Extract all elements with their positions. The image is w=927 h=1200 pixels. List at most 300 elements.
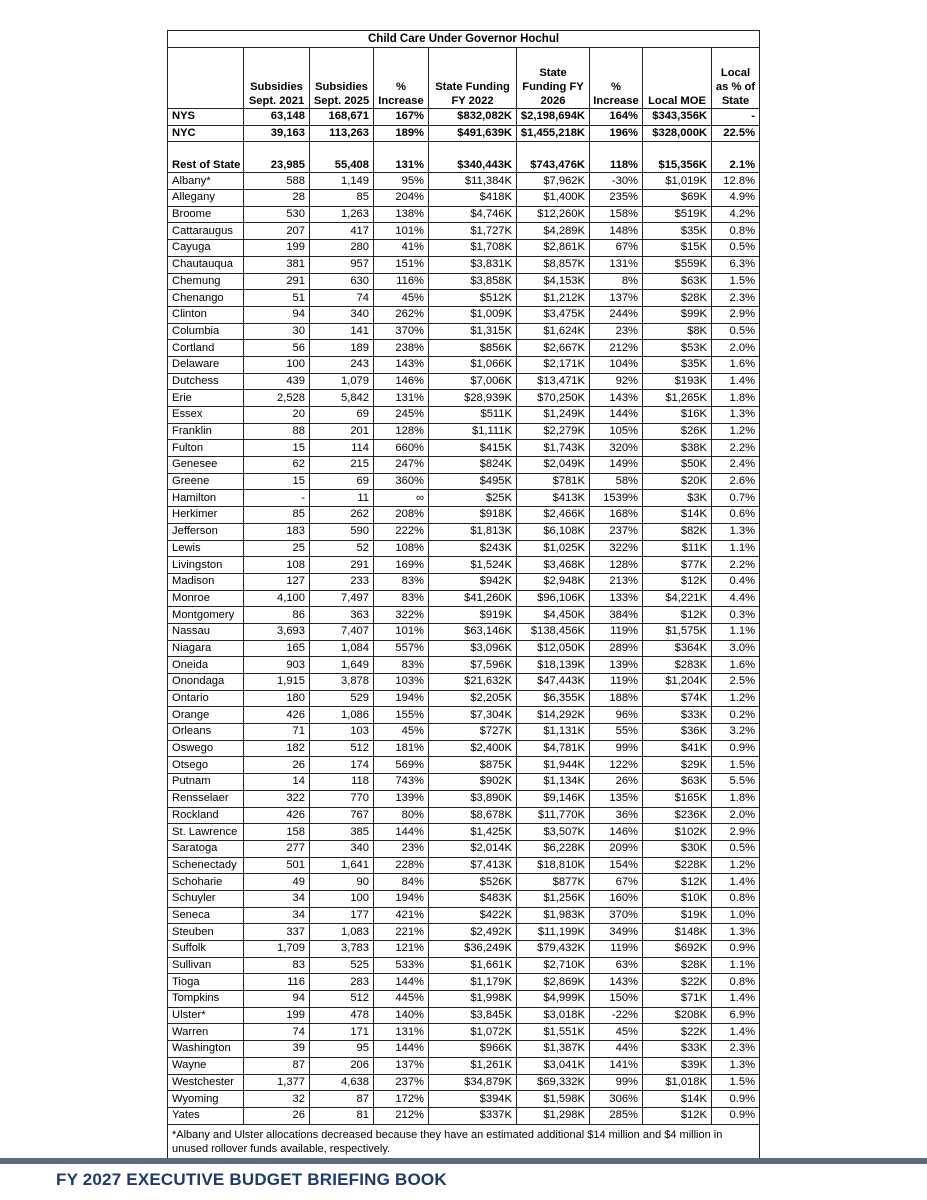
table-cell: 55% <box>590 724 643 741</box>
table-cell: $743,476K <box>517 142 590 173</box>
table-cell: 85 <box>310 190 374 207</box>
table-row <box>168 607 760 624</box>
row-label: Ulster* <box>168 1007 244 1024</box>
table-cell: $2,492K <box>429 924 517 941</box>
table-cell: 569% <box>374 757 429 774</box>
table-cell: $28,939K <box>429 390 517 407</box>
table-cell: 1.6% <box>712 657 760 674</box>
row-label: Delaware <box>168 356 244 373</box>
table-cell: 1,086 <box>310 707 374 724</box>
table-cell: 199 <box>244 1007 310 1024</box>
table-cell: 69 <box>310 407 374 424</box>
table-cell: 164% <box>590 109 643 126</box>
table-cell: 122% <box>590 757 643 774</box>
row-label: Tioga <box>168 974 244 991</box>
table-cell: 103% <box>374 674 429 691</box>
table-cell: $9,146K <box>517 790 590 807</box>
table-cell: $4,450K <box>517 607 590 624</box>
table-cell: 158 <box>244 824 310 841</box>
table-cell: 141 <box>310 323 374 340</box>
table-cell: 2.4% <box>712 457 760 474</box>
table-row <box>168 340 760 357</box>
table-cell: 23% <box>590 323 643 340</box>
table-cell: 81 <box>310 1107 374 1124</box>
table-cell: $3,831K <box>429 256 517 273</box>
table-cell: 208% <box>374 507 429 524</box>
table-cell: $3,468K <box>517 557 590 574</box>
table-cell: $1,983K <box>517 907 590 924</box>
table-cell: 291 <box>310 557 374 574</box>
table-cell: 131% <box>374 1024 429 1041</box>
table-cell: 87 <box>310 1091 374 1108</box>
table-cell: $35K <box>643 356 712 373</box>
table-row <box>168 874 760 891</box>
table-cell: 39 <box>244 1041 310 1058</box>
table-cell: $22K <box>643 1024 712 1041</box>
row-label: Essex <box>168 407 244 424</box>
table-cell: $12K <box>643 607 712 624</box>
table-cell: 158% <box>590 206 643 223</box>
table-cell: 0.9% <box>712 1107 760 1124</box>
table-cell: $7,304K <box>429 707 517 724</box>
table-row <box>168 774 760 791</box>
table-row <box>168 807 760 824</box>
table-cell: 2.6% <box>712 473 760 490</box>
table-cell: $243K <box>429 540 517 557</box>
table-cell: 45% <box>590 1024 643 1041</box>
table-cell: $919K <box>429 607 517 624</box>
table-cell: $1,204K <box>643 674 712 691</box>
row-label: Schuyler <box>168 890 244 907</box>
table-cell: 83 <box>244 957 310 974</box>
table-cell: -30% <box>590 173 643 190</box>
table-cell: 1,649 <box>310 657 374 674</box>
table-row <box>168 757 760 774</box>
table-cell: 340 <box>310 306 374 323</box>
row-label: Warren <box>168 1024 244 1041</box>
table-cell: 320% <box>590 440 643 457</box>
table-cell: 213% <box>590 573 643 590</box>
table-cell: $2,205K <box>429 690 517 707</box>
table-cell: 165 <box>244 640 310 657</box>
table-row <box>168 306 760 323</box>
table-row <box>168 473 760 490</box>
row-label: Madison <box>168 573 244 590</box>
table-cell: $1,018K <box>643 1074 712 1091</box>
table-cell: $1,727K <box>429 223 517 240</box>
table-cell: 119% <box>590 623 643 640</box>
row-label: Orleans <box>168 724 244 741</box>
table-cell: $1,708K <box>429 240 517 257</box>
table-cell: $1,598K <box>517 1091 590 1108</box>
table-row <box>168 790 760 807</box>
table-cell: 121% <box>374 941 429 958</box>
table-cell: $2,466K <box>517 507 590 524</box>
table-cell: 1.2% <box>712 857 760 874</box>
table-cell: 360% <box>374 473 429 490</box>
table-cell: 144% <box>590 407 643 424</box>
table-cell: 1.2% <box>712 423 760 440</box>
table-cell: 52 <box>310 540 374 557</box>
table-cell: 903 <box>244 657 310 674</box>
table-cell: 3.2% <box>712 724 760 741</box>
table-cell: $3K <box>643 490 712 507</box>
table-cell: 63% <box>590 957 643 974</box>
row-label: Wyoming <box>168 1091 244 1108</box>
table-row <box>168 623 760 640</box>
table-cell: 96% <box>590 707 643 724</box>
row-label: Schoharie <box>168 874 244 891</box>
table-cell: $2,710K <box>517 957 590 974</box>
row-label: Rockland <box>168 807 244 824</box>
table-cell: 49 <box>244 874 310 891</box>
table-cell: $1,425K <box>429 824 517 841</box>
table-cell: 137% <box>374 1057 429 1074</box>
table-cell: 135% <box>590 790 643 807</box>
table-cell: 55,408 <box>310 142 374 173</box>
table-cell: $7,006K <box>429 373 517 390</box>
table-cell: 133% <box>590 590 643 607</box>
table-row <box>168 991 760 1008</box>
table-row <box>168 407 760 424</box>
table-row <box>168 740 760 757</box>
table-cell: 113,263 <box>310 125 374 142</box>
table-cell: 30 <box>244 323 310 340</box>
table-cell: 116 <box>244 974 310 991</box>
table-cell: 206 <box>310 1057 374 1074</box>
table-cell: 244% <box>590 306 643 323</box>
table-cell: 94 <box>244 306 310 323</box>
table-cell: 189% <box>374 125 429 142</box>
table-cell: 25 <box>244 540 310 557</box>
row-label: NYC <box>168 125 244 142</box>
table-cell: $1,009K <box>429 306 517 323</box>
table-cell: 131% <box>590 256 643 273</box>
table-cell: $20K <box>643 473 712 490</box>
header-row <box>168 48 760 109</box>
table-cell: 6.9% <box>712 1007 760 1024</box>
table-cell: 167% <box>374 109 429 126</box>
table-cell: 0.5% <box>712 840 760 857</box>
table-cell: - <box>244 490 310 507</box>
table-cell: 426 <box>244 807 310 824</box>
row-label: Franklin <box>168 423 244 440</box>
table-cell: 245% <box>374 407 429 424</box>
table-cell: 1,377 <box>244 1074 310 1091</box>
table-cell: $7,596K <box>429 657 517 674</box>
table-cell: $832,082K <box>429 109 517 126</box>
table-cell: 189 <box>310 340 374 357</box>
table-cell: 1.3% <box>712 523 760 540</box>
table-cell: 26 <box>244 757 310 774</box>
table-cell: 5,842 <box>310 390 374 407</box>
table-row <box>168 440 760 457</box>
table-cell: $63K <box>643 273 712 290</box>
table-cell: 2.2% <box>712 440 760 457</box>
table-cell: 127 <box>244 573 310 590</box>
table-cell: 149% <box>590 457 643 474</box>
table-cell: 99% <box>590 740 643 757</box>
table-cell: 45% <box>374 290 429 307</box>
table-cell: 144% <box>374 1041 429 1058</box>
table-cell: 116% <box>374 273 429 290</box>
table-cell: $340,443K <box>429 142 517 173</box>
table-row <box>168 373 760 390</box>
table-row <box>168 1007 760 1024</box>
table-cell: 146% <box>374 373 429 390</box>
table-cell: 15 <box>244 440 310 457</box>
row-label: Westchester <box>168 1074 244 1091</box>
table-cell: 101% <box>374 223 429 240</box>
table-cell: $10K <box>643 890 712 907</box>
table-cell: 1.6% <box>712 356 760 373</box>
table-cell: $512K <box>429 290 517 307</box>
table-cell: $26K <box>643 423 712 440</box>
table-cell: 1,709 <box>244 941 310 958</box>
table-cell: $11,384K <box>429 173 517 190</box>
table-cell: 0.8% <box>712 974 760 991</box>
table-cell: $1,813K <box>429 523 517 540</box>
table-cell: 222% <box>374 523 429 540</box>
table-row <box>168 173 760 190</box>
table-row <box>168 1041 760 1058</box>
table-cell: $11,770K <box>517 807 590 824</box>
table-cell: 83% <box>374 573 429 590</box>
table-cell: $148K <box>643 924 712 941</box>
table-cell: $18,810K <box>517 857 590 874</box>
table-row <box>168 240 760 257</box>
table-cell: $942K <box>429 573 517 590</box>
table-cell: 146% <box>590 824 643 841</box>
table-cell: 171 <box>310 1024 374 1041</box>
table-cell: $71K <box>643 991 712 1008</box>
table-cell: $902K <box>429 774 517 791</box>
table-cell: 183 <box>244 523 310 540</box>
table-cell: $2,667K <box>517 340 590 357</box>
table-cell: 0.3% <box>712 607 760 624</box>
row-label: Seneca <box>168 907 244 924</box>
table-cell: 2.9% <box>712 824 760 841</box>
table-cell: 1.8% <box>712 390 760 407</box>
table-cell: 119% <box>590 941 643 958</box>
table-cell: $7,413K <box>429 857 517 874</box>
table-cell: $2,049K <box>517 457 590 474</box>
table-cell: $69,332K <box>517 1074 590 1091</box>
table-cell: 67% <box>590 240 643 257</box>
table-cell: $1,072K <box>429 1024 517 1041</box>
table-cell: $511K <box>429 407 517 424</box>
table-cell: 0.6% <box>712 507 760 524</box>
table-cell: $34,879K <box>429 1074 517 1091</box>
table-cell: $1,661K <box>429 957 517 974</box>
table-cell: 139% <box>374 790 429 807</box>
table-cell: $692K <box>643 941 712 958</box>
table-cell: $559K <box>643 256 712 273</box>
row-label: Saratoga <box>168 840 244 857</box>
table-cell: $41K <box>643 740 712 757</box>
table-row <box>168 974 760 991</box>
row-label: Fulton <box>168 440 244 457</box>
table-cell: 0.7% <box>712 490 760 507</box>
table-cell: 88 <box>244 423 310 440</box>
table-cell: $36,249K <box>429 941 517 958</box>
table-row <box>168 507 760 524</box>
table-cell: 1.1% <box>712 540 760 557</box>
table-cell: $3,018K <box>517 1007 590 1024</box>
table-cell: 1.3% <box>712 924 760 941</box>
table-row <box>168 223 760 240</box>
table-cell: $4,221K <box>643 590 712 607</box>
table-cell: $856K <box>429 340 517 357</box>
table-cell: 2.2% <box>712 557 760 574</box>
table-cell: 2.1% <box>712 142 760 173</box>
table-cell: 199 <box>244 240 310 257</box>
table-cell: 235% <box>590 190 643 207</box>
table-cell: 154% <box>590 857 643 874</box>
table-cell: $491,639K <box>429 125 517 142</box>
table-cell: 128% <box>374 423 429 440</box>
table-cell: 23% <box>374 840 429 857</box>
table-row <box>168 540 760 557</box>
table-cell: $1,624K <box>517 323 590 340</box>
table-cell: $77K <box>643 557 712 574</box>
table-row <box>168 857 760 874</box>
table-cell: 212% <box>590 340 643 357</box>
table-cell: 957 <box>310 256 374 273</box>
table-cell: $364K <box>643 640 712 657</box>
row-label: Putnam <box>168 774 244 791</box>
row-label: Clinton <box>168 306 244 323</box>
table-cell: 1,084 <box>310 640 374 657</box>
table-cell: 138% <box>374 206 429 223</box>
table-cell: $519K <box>643 206 712 223</box>
table-cell: 1,149 <box>310 173 374 190</box>
row-label: Hamilton <box>168 490 244 507</box>
row-label: Washington <box>168 1041 244 1058</box>
table-cell: 478 <box>310 1007 374 1024</box>
table-cell: $3,845K <box>429 1007 517 1024</box>
table-cell: 340 <box>310 840 374 857</box>
table-cell: 0.8% <box>712 890 760 907</box>
table-cell: $4,153K <box>517 273 590 290</box>
table-cell: 58% <box>590 473 643 490</box>
table-row <box>168 674 760 691</box>
table-cell: 306% <box>590 1091 643 1108</box>
table-cell: $1,249K <box>517 407 590 424</box>
row-label: Chemung <box>168 273 244 290</box>
table-row <box>168 109 760 126</box>
table-cell: 1.3% <box>712 1057 760 1074</box>
row-label: Livingston <box>168 557 244 574</box>
table-cell: 86 <box>244 607 310 624</box>
table-cell: 4.9% <box>712 190 760 207</box>
row-label: Orange <box>168 707 244 724</box>
column-header: State Funding FY 2026 <box>517 48 590 109</box>
table-cell: 5.5% <box>712 774 760 791</box>
table-cell: 0.9% <box>712 941 760 958</box>
table-cell: 1.2% <box>712 690 760 707</box>
table-cell: 0.9% <box>712 740 760 757</box>
table-cell: 370% <box>590 907 643 924</box>
table-cell: 155% <box>374 707 429 724</box>
table-cell: 2.0% <box>712 807 760 824</box>
table-cell: 1.1% <box>712 957 760 974</box>
table-cell: 201 <box>310 423 374 440</box>
table-cell: 285% <box>590 1107 643 1124</box>
table-cell: $63K <box>643 774 712 791</box>
table-cell: 83% <box>374 590 429 607</box>
table-row <box>168 273 760 290</box>
table-cell: 39,163 <box>244 125 310 142</box>
table-cell: 212% <box>374 1107 429 1124</box>
table-cell: 7,497 <box>310 590 374 607</box>
table-cell: $1,298K <box>517 1107 590 1124</box>
table-row <box>168 957 760 974</box>
table-cell: $7,962K <box>517 173 590 190</box>
table-cell: $79,432K <box>517 941 590 958</box>
table-cell: $41,260K <box>429 590 517 607</box>
table-cell: 209% <box>590 840 643 857</box>
table-cell: 243 <box>310 356 374 373</box>
table-cell: $50K <box>643 457 712 474</box>
table-cell: 23,985 <box>244 142 310 173</box>
table-cell: 95% <box>374 173 429 190</box>
table-cell: 1,641 <box>310 857 374 874</box>
table-cell: $13,471K <box>517 373 590 390</box>
table-cell: 0.2% <box>712 707 760 724</box>
table-cell: 4,100 <box>244 590 310 607</box>
table-cell: 139% <box>590 657 643 674</box>
table-cell: $1,256K <box>517 890 590 907</box>
table-cell: 2.5% <box>712 674 760 691</box>
column-header: % Increase <box>590 48 643 109</box>
footer-title: FY 2027 EXECUTIVE BUDGET BRIEFING BOOK <box>56 1170 447 1189</box>
table-cell: 1539% <box>590 490 643 507</box>
table-cell: 144% <box>374 974 429 991</box>
table-cell: 182 <box>244 740 310 757</box>
table-cell: $1,025K <box>517 540 590 557</box>
table-cell: 188% <box>590 690 643 707</box>
table-cell: 92% <box>590 373 643 390</box>
table-cell: 174 <box>310 757 374 774</box>
table-cell: 118 <box>310 774 374 791</box>
table-cell: $1,743K <box>517 440 590 457</box>
table-row <box>168 1091 760 1108</box>
row-label: Herkimer <box>168 507 244 524</box>
row-label: Broome <box>168 206 244 223</box>
table-cell: 6.3% <box>712 256 760 273</box>
table-cell: 767 <box>310 807 374 824</box>
table-cell: 1,915 <box>244 674 310 691</box>
table-cell: $1,066K <box>429 356 517 373</box>
table-cell: 143% <box>590 974 643 991</box>
row-label: Jefferson <box>168 523 244 540</box>
table-cell: 2,528 <box>244 390 310 407</box>
table-cell: $422K <box>429 907 517 924</box>
table-cell: 71 <box>244 724 310 741</box>
table-cell: $343,356K <box>643 109 712 126</box>
table-cell: 105% <box>590 423 643 440</box>
table-cell: $208K <box>643 1007 712 1024</box>
row-label: Rensselaer <box>168 790 244 807</box>
table-cell: $4,746K <box>429 206 517 223</box>
table-cell: $2,861K <box>517 240 590 257</box>
table-cell: $22K <box>643 974 712 991</box>
row-label: Ontario <box>168 690 244 707</box>
table-cell: $1,551K <box>517 1024 590 1041</box>
table-cell: $3,041K <box>517 1057 590 1074</box>
table-row <box>168 657 760 674</box>
